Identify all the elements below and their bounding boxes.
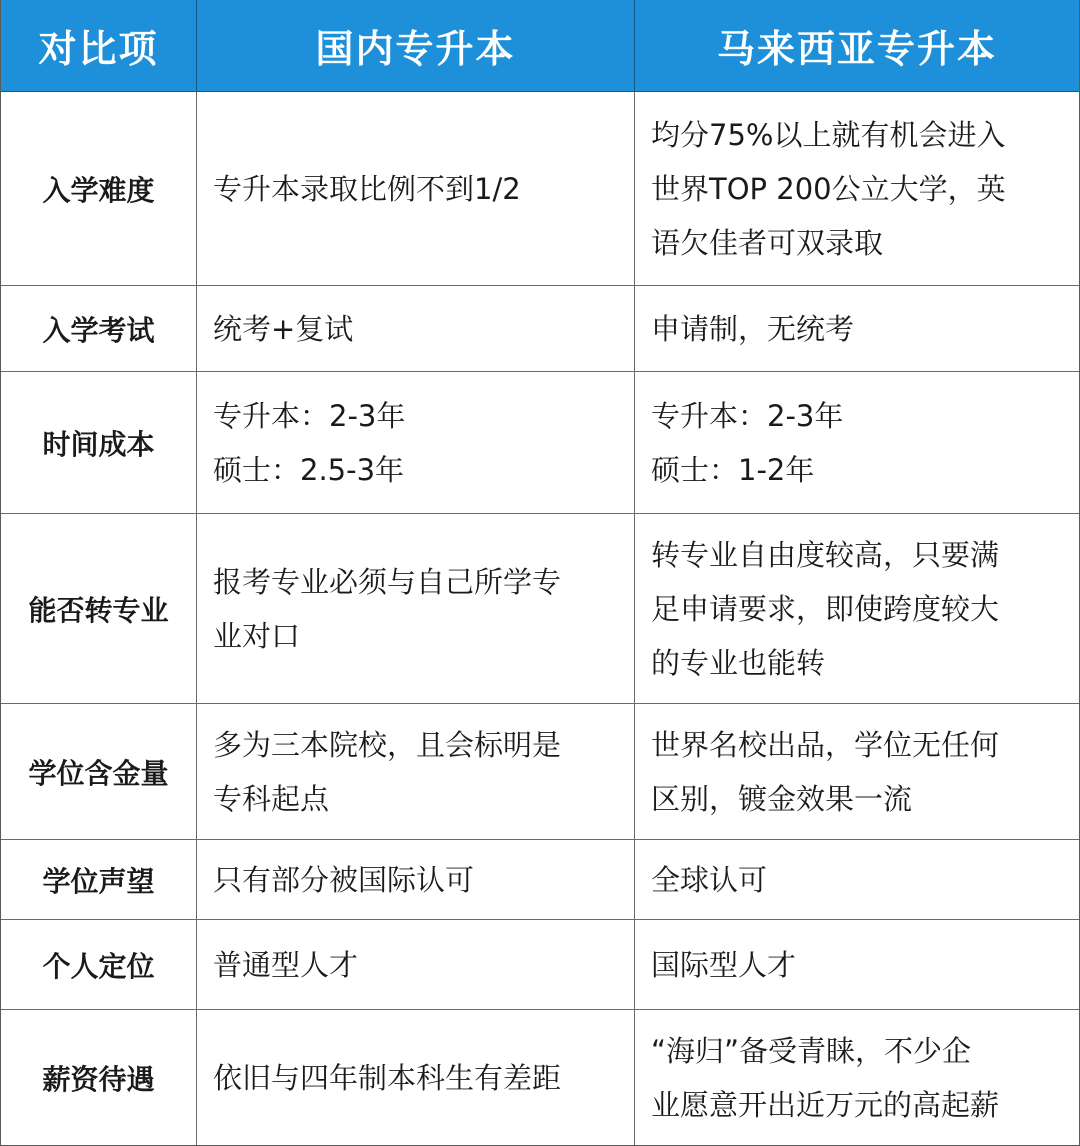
malaysia-text [651,528,999,690]
table-row [1,704,1079,840]
malaysia-text [651,938,796,992]
domestic-line: 硕士：2.5-3年 [213,452,405,487]
malaysia-line: 业愿意开出近万元的高起薪 [651,1087,1000,1122]
malaysia-line: “海归”备受青睐，不少企 [651,1033,972,1068]
malaysia-cell [635,514,1079,703]
malaysia-line: 世界TOP 200公立大学，英 [651,171,1006,206]
table-row [1,514,1079,704]
domestic-text [213,389,405,497]
row-label-cell [1,514,197,703]
malaysia-line: 足申请要求，即使跨度较大 [651,591,1000,626]
malaysia-line: 区别，镀金效果一流 [651,781,913,816]
malaysia-text [651,1024,999,1132]
table-row [1,286,1079,372]
domestic-text [213,555,561,663]
header-cell-malaysia [635,0,1079,91]
malaysia-cell [635,92,1079,285]
table-row [1,1010,1079,1145]
domestic-text [213,938,358,992]
domestic-line: 专升本：2-3年 [213,398,406,433]
header-cell-domestic [197,0,635,91]
header-label-malaysia: 马来西亚专升本 [716,27,997,71]
domestic-text [213,718,561,826]
row-label: 入学难度 [42,173,155,207]
row-label-cell [1,840,197,919]
malaysia-line: 国际型人才 [651,947,797,982]
malaysia-text [651,108,1006,270]
domestic-text [213,302,353,356]
malaysia-line: 语欠佳者可双录取 [651,225,884,260]
row-label-cell [1,92,197,285]
malaysia-line: 均分75%以上就有机会进入 [651,117,1006,152]
malaysia-line: 申请制，无统考 [651,311,855,346]
table-header-row [1,0,1079,92]
table-row [1,372,1079,514]
domestic-cell [197,514,635,703]
row-label-cell [1,372,197,513]
domestic-line: 专升本录取比例不到1/2 [213,171,521,206]
domestic-line: 多为三本院校，且会标明是 [213,727,562,762]
domestic-cell [197,1010,635,1145]
domestic-cell [197,840,635,919]
malaysia-cell [635,840,1079,919]
row-label-cell [1,1010,197,1145]
malaysia-text [651,853,767,907]
malaysia-line: 专升本：2-3年 [651,398,844,433]
domestic-text [213,1051,561,1105]
domestic-text [213,853,474,907]
row-label: 个人定位 [42,949,155,983]
row-label: 时间成本 [42,427,155,461]
domestic-cell [197,372,635,513]
malaysia-line: 世界名校出品，学位无任何 [651,727,1000,762]
malaysia-line: 全球认可 [651,862,768,897]
domestic-line: 普通型人才 [213,947,359,982]
malaysia-cell [635,920,1079,1009]
malaysia-cell [635,1010,1079,1145]
header-label-item: 对比项 [38,27,159,71]
domestic-cell [197,704,635,839]
malaysia-text [651,302,854,356]
row-label: 能否转专业 [28,593,169,627]
row-label: 学位含金量 [28,756,169,790]
malaysia-line: 硕士：1-2年 [651,452,815,487]
domestic-cell [197,920,635,1009]
malaysia-cell [635,704,1079,839]
header-cell-item [1,0,197,91]
row-label-cell [1,286,197,371]
row-label-cell [1,704,197,839]
domestic-line: 专科起点 [213,781,330,816]
header-label-domestic: 国内专升本 [315,27,516,71]
domestic-line: 依旧与四年制本科生有差距 [213,1060,562,1095]
malaysia-text [651,718,999,826]
malaysia-text [651,389,843,497]
domestic-line: 只有部分被国际认可 [213,862,475,897]
malaysia-line: 的专业也能转 [651,645,826,680]
row-label: 薪资待遇 [42,1062,155,1096]
domestic-line: 统考+复试 [213,311,354,346]
row-label: 学位声望 [42,864,155,898]
table-row [1,920,1079,1010]
domestic-cell [197,286,635,371]
domestic-line: 业对口 [213,618,301,653]
malaysia-cell [635,286,1079,371]
domestic-cell [197,92,635,285]
malaysia-cell [635,372,1079,513]
row-label-cell [1,920,197,1009]
table-row [1,92,1079,286]
domestic-text [213,162,521,216]
domestic-line: 报考专业必须与自己所学专 [213,564,562,599]
row-label: 入学考试 [42,313,155,347]
malaysia-line: 转专业自由度较高，只要满 [651,537,1000,572]
table-row [1,840,1079,920]
